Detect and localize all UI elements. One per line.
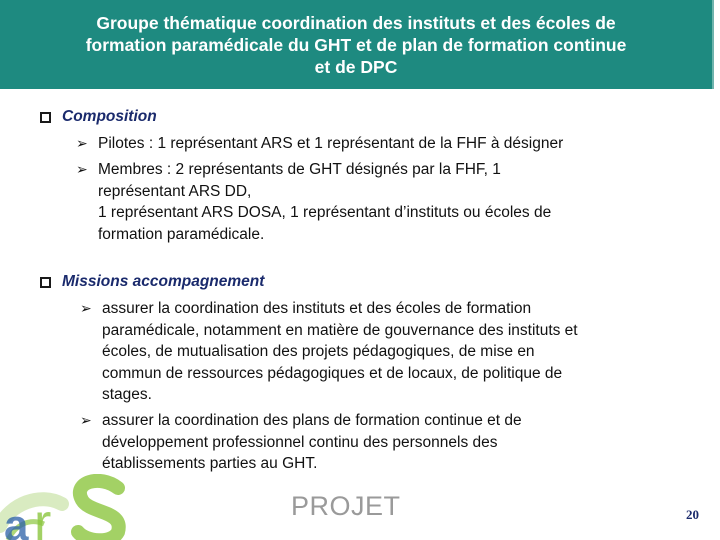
slide-title: Groupe thématique coordination des instituts et des écoles de formation paramédicale du GHT et de plan de formation continue et de DPC [85, 12, 627, 77]
arrow-bullet-icon: ➢ [80, 412, 92, 428]
item-text: assurer la coordination des instituts et des écoles de formation paramédicale, notamment en matière de gouvernance des instituts et écoles, de mutualisation des projets pédagogiques, de mise en commun de ressources pédagogiques et de locaux, de politique de stages. [102, 300, 578, 403]
title-edge-rule [712, 0, 714, 89]
section-heading-label: Missions accompagnement [62, 273, 265, 290]
checkbox-bullet-icon [40, 277, 51, 288]
arrow-bullet-icon: ➢ [80, 300, 92, 316]
checkbox-bullet-icon [40, 112, 51, 123]
item-text: Membres : 2 représentants de GHT désignés par la FHF, 1 représentant ARS DD, 1 représentant ARS DOSA, 1 représentant d’instituts ou écoles de formation paramédicale. [98, 161, 552, 243]
missions-item-plans [80, 410, 522, 475]
composition-item-membres [76, 159, 551, 245]
page-number: 20 [686, 507, 699, 522]
missions-item-instituts [80, 298, 578, 406]
ars-logo [0, 474, 130, 540]
item-text: assurer la coordination des plans de formation continue et de développement professionnel continu des personnels des établissements parties au GHT. [102, 412, 522, 472]
arrow-bullet-icon: ➢ [76, 135, 88, 151]
composition-item-pilotes [76, 133, 563, 155]
watermark-projet: PROJET [291, 491, 401, 521]
title-banner [0, 0, 712, 89]
item-text: Pilotes : 1 représentant ARS et 1 représentant de la FHF à désigner [98, 135, 564, 152]
section-heading-label: Composition [62, 108, 157, 125]
svg-text:r: r [34, 494, 52, 540]
arrow-bullet-icon: ➢ [76, 161, 88, 177]
section-missions-heading [40, 273, 264, 291]
section-composition-heading [40, 108, 157, 126]
svg-text:a: a [4, 501, 29, 540]
